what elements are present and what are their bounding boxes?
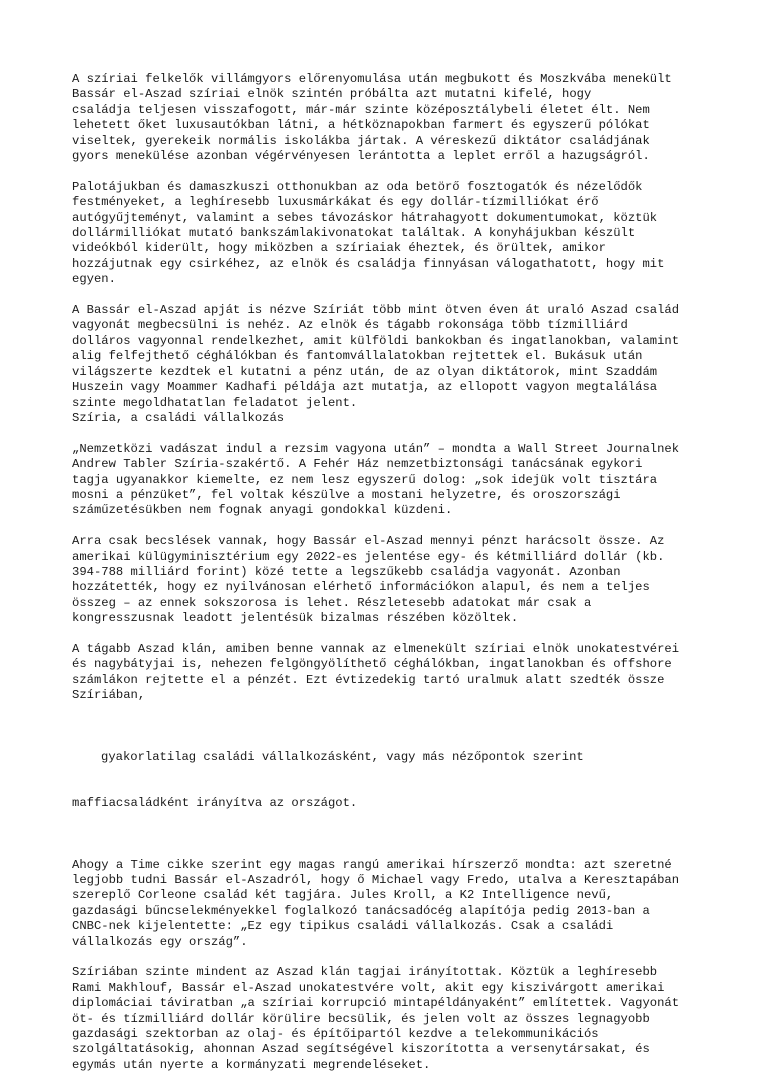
paragraph-tabler-quote: „Nemzetközi vadászat indul a rezsim vagyona után” – mondta a Wall Street Journalnek Andrew Tabler Szíria-szakértő. A Fehér Ház nemzetbiztonsági tanácsának egykori tagja ugyanakkor kiemelte, ez nem lesz egyszerű dolog: „sok idejük volt tisztára mosni a pénzüket”, fel voltak készülve a mostani helyzetre, és oroszországi száműzetésükben nem fognak anyagi gondokkal küzdeni. [72,441,680,518]
indented-quote-line-2: maffiacsaládként irányítva az országot. [72,796,358,810]
document-page [72,72,702,1089]
paragraph-palace: Palotájukban és damaszkuszi otthonukban az oda betörő fosztogatók és nézelődők festményeket, a leghíresebb luxusmárkákat és egy dollár-tízmilliókat érő autógyűjteményt, valamint a sebes távozáskor hátrahagyott dokumentumokat, köztük dollármilliókat mutató bankszámlakivonatokat találtak. A konyhájukban készült videókból kiderült, hogy miközben a szíriaiak éheztek, és örültek, amikor hozzájutnak egy csirkéhez, az elnök és családja finnyásan válogathatott, hogy mit egyen. [72,179,665,287]
indented-quote-line-1: gyakorlatilag családi vállalkozásként, vagy más nézőpontok szerint [101,749,584,764]
paragraph-time-article: Ahogy a Time cikke szerint egy magas rangú amerikai hírszerző mondta: azt szeretné legjobb tudni Bassár el-Aszadról, hogy ő Michael vagy Fredo, utalva a Keresztapában szereplő Corleone család két tagjára. Jules Kroll, a K2 Intelligence nevű, gazdasági bűncselekményekkel foglalkozó tanácsadócég alapítója pedig 2013-ban a CNBC-nek kijelentette: „Ez egy tipikus családi vállalkozás. Csak a családi vállalkozás egy ország”. [72,857,680,949]
indented-quote [72,719,702,842]
paragraph-makhlouf: Szíriában szinte mindent az Aszad klán tagjai irányítottak. Köztük a leghíresebb Rami Makhlouf, Bassár el-Aszad unokatestvére volt, akit egy kiszivárgott amerikai diplomáciai táviratban „a szíriai korrupció mintapéldányaként” említettek. Vagyonát öt- és tízmilliárd dollár körülire becsülik, és jelen volt az összes legnagyobb gazdasági szektorban az olaj- és építőipartól kezdve a telekommunikációs szolgáltatásokig, ahonnan Aszad segítségével kiszorította a versenytársakat, és egymás után nyerte a kormányzati megrendeléseket. [72,965,680,1072]
section-heading: Szíria, a családi vállalkozás [72,410,285,425]
paragraph-wealth: A Bassár el-Aszad apját is nézve Szíriát több mint ötven éven át uraló Aszad család vagyonát megbecsülni is nehéz. Az elnök és tágabb rokonsága több tízmilliárd dolláros vagyonnal rendelkezhet, amit külföldi bankokban és ingatlanokban, valamint alig felfejthető céghálókban és fantomvállalatokban rejtettek el. Bukásuk után világszerte kezdtek el kutatni a pénz után, de az olyan diktátorok, mint Szaddám Huszein vagy Moammer Kadhafi példája azt mutatja, az ellopott vagyon megtalálása szinte megoldhatatlan feladatot jelent. [72,303,680,410]
paragraph-intro: A szíriai felkelők villámgyors előrenyomulása után megbukott és Moszkvába menekült Bassár el-Aszad szíriai elnök szintén próbálta azt mutatni kifelé, hogy családja teljesen visszafogott, már-már szinte középosztálybeli életet élt. Nem lehetett őket luxusautókban látni, a hétköznapokban farmert és egyszerű pólókat viseltek, gyerekeik normális iskolákba jártak. A véreskezű diktátor családjának gyors menekülése azonban végérvényesen lerántotta a leplet erről a hazugságról. [72,72,672,164]
paragraph-estimates: Arra csak becslések vannak, hogy Bassár el-Aszad mennyi pénzt harácsolt össze. Az amerikai külügyminisztérium egy 2022-es jelentése egy- és kétmilliárd dollár (kb. 394-788 milliárd forint) közé tette a legszűkebb családja vagyonát. Azonban hozzátették, hogy ez nyilvánosan elérhető információkon alapul, és nem a teljes összeg – az ennek sokszorosa is lehet. Részletesebb adatokat már csak a kongresszusnak leadott jelentésük bizalmas részében közöltek. [72,534,665,626]
paragraph-clan: A tágabb Aszad klán, amiben benne vannak az elmenekült szíriai elnök unokatestvérei és nagybátyjai is, nehezen felgöngyölíthető céghálókban, ingatlanokban és offshore számlákon rejtette el a pénzét. Ezt évtizedekig tartó uralmuk alatt szedték össze Szíriában, [72,641,680,703]
